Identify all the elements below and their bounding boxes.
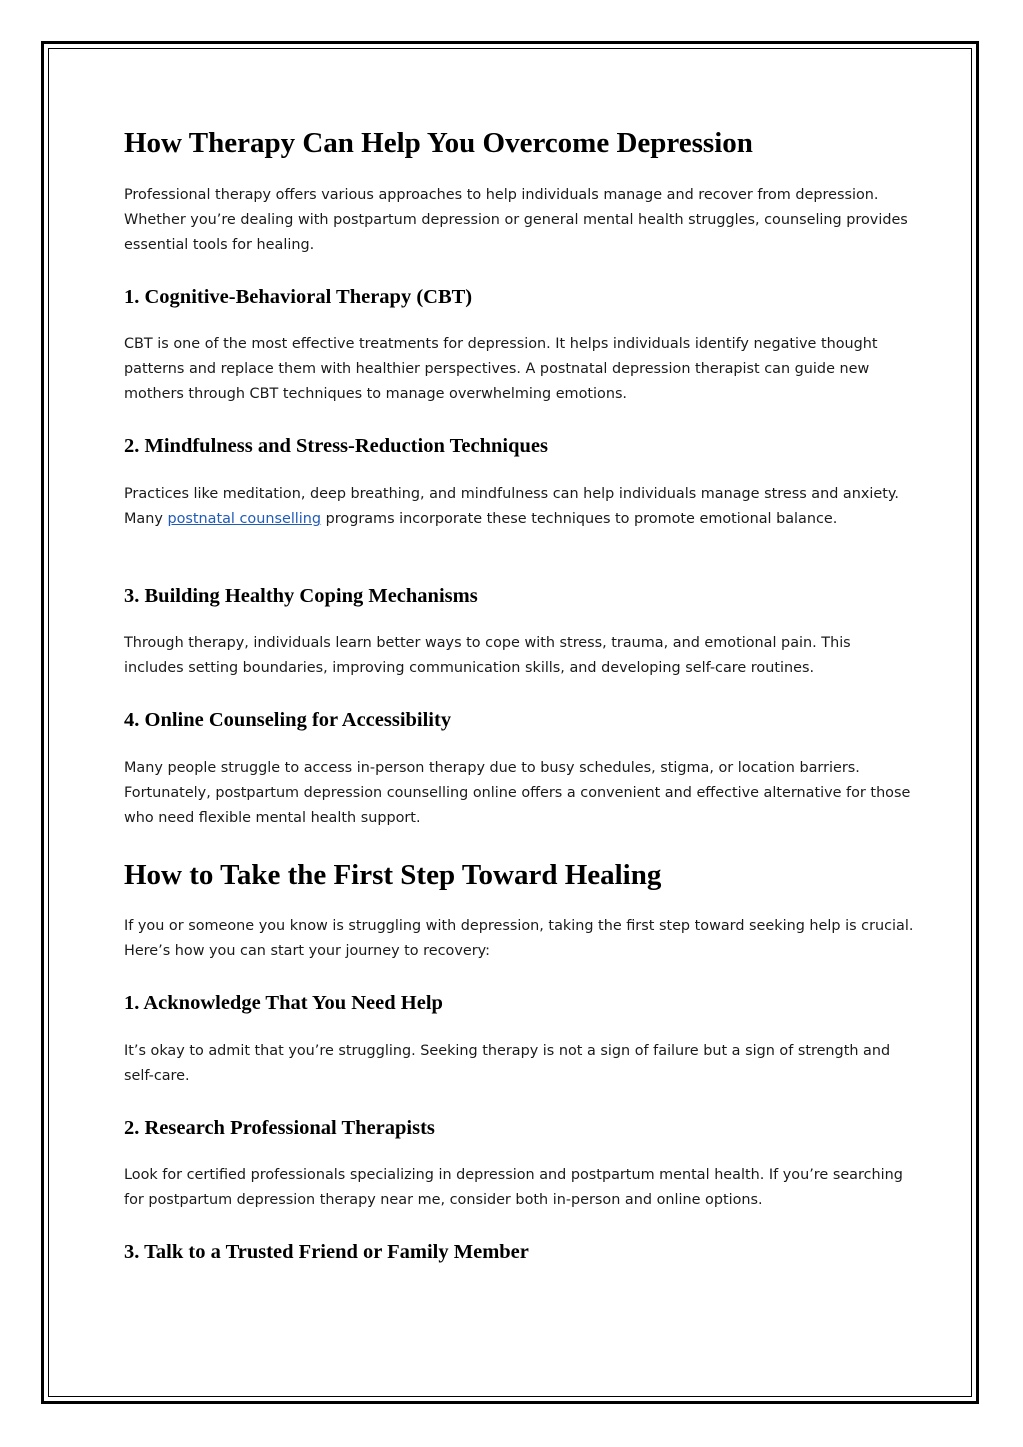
paragraph-research: Look for certified professionals specializing in depression and postpartum mental health. If you’re searching for postpartum depression therapy near me, consider both in-person and online options. bbox=[124, 1167, 903, 1208]
heading-talk-to-friend: 3. Talk to a Trusted Friend or Family Member bbox=[124, 1241, 529, 1263]
section-intro-first-step: If you or someone you know is struggling with depression, taking the first step toward seeking help is crucial. Here’s how you can start your journey to recovery: bbox=[124, 918, 914, 959]
paragraph-mindfulness-text-1: Practices like meditation, deep breathing, and mindfulness can help individuals manage stress and anxiety. Many bbox=[124, 486, 899, 527]
heading-acknowledge: 1. Acknowledge That You Need Help bbox=[124, 992, 443, 1014]
heading-cbt: 1. Cognitive-Behavioral Therapy (CBT) bbox=[124, 286, 473, 308]
section-title-first-step: How to Take the First Step Toward Healing bbox=[124, 859, 662, 891]
paragraph-mindfulness-text-2: programs incorporate these techniques to promote emotional balance. bbox=[321, 511, 838, 527]
paragraph-acknowledge: It’s okay to admit that you’re struggling. Seeking therapy is not a sign of failure but a sign of strength and self-care. bbox=[124, 1043, 891, 1084]
heading-coping: 3. Building Healthy Coping Mechanisms bbox=[124, 585, 478, 607]
heading-mindfulness: 2. Mindfulness and Stress-Reduction Techniques bbox=[124, 435, 548, 457]
heading-research: 2. Research Professional Therapists bbox=[124, 1117, 435, 1139]
paragraph-online-counseling: Many people struggle to access in-person therapy due to busy schedules, stigma, or location barriers. Fortunately, postpartum depression counselling online offers a convenient and effective alternative for those who need flexible mental health support. bbox=[124, 760, 911, 826]
section-intro-therapy: Professional therapy offers various approaches to help individuals manage and recover from depression. Whether you’re dealing with postpartum depression or general mental health struggles, counseling provides essential tools for healing. bbox=[124, 187, 908, 253]
paragraph-mindfulness bbox=[124, 482, 914, 532]
paragraph-coping: Through therapy, individuals learn better ways to cope with stress, trauma, and emotional pain. This includes setting boundaries, improving communication skills, and developing self-care routines. bbox=[124, 635, 851, 676]
paragraph-cbt: CBT is one of the most effective treatments for depression. It helps individuals identify negative thought patterns and replace them with healthier perspectives. A postnatal depression therapist can guide new mothers through CBT techniques to manage overwhelming emotions. bbox=[124, 336, 878, 402]
heading-online-counseling: 4. Online Counseling for Accessibility bbox=[124, 709, 452, 731]
section-title-therapy: How Therapy Can Help You Overcome Depression bbox=[124, 127, 753, 159]
postnatal-counselling-link[interactable]: postnatal counselling bbox=[167, 511, 322, 527]
